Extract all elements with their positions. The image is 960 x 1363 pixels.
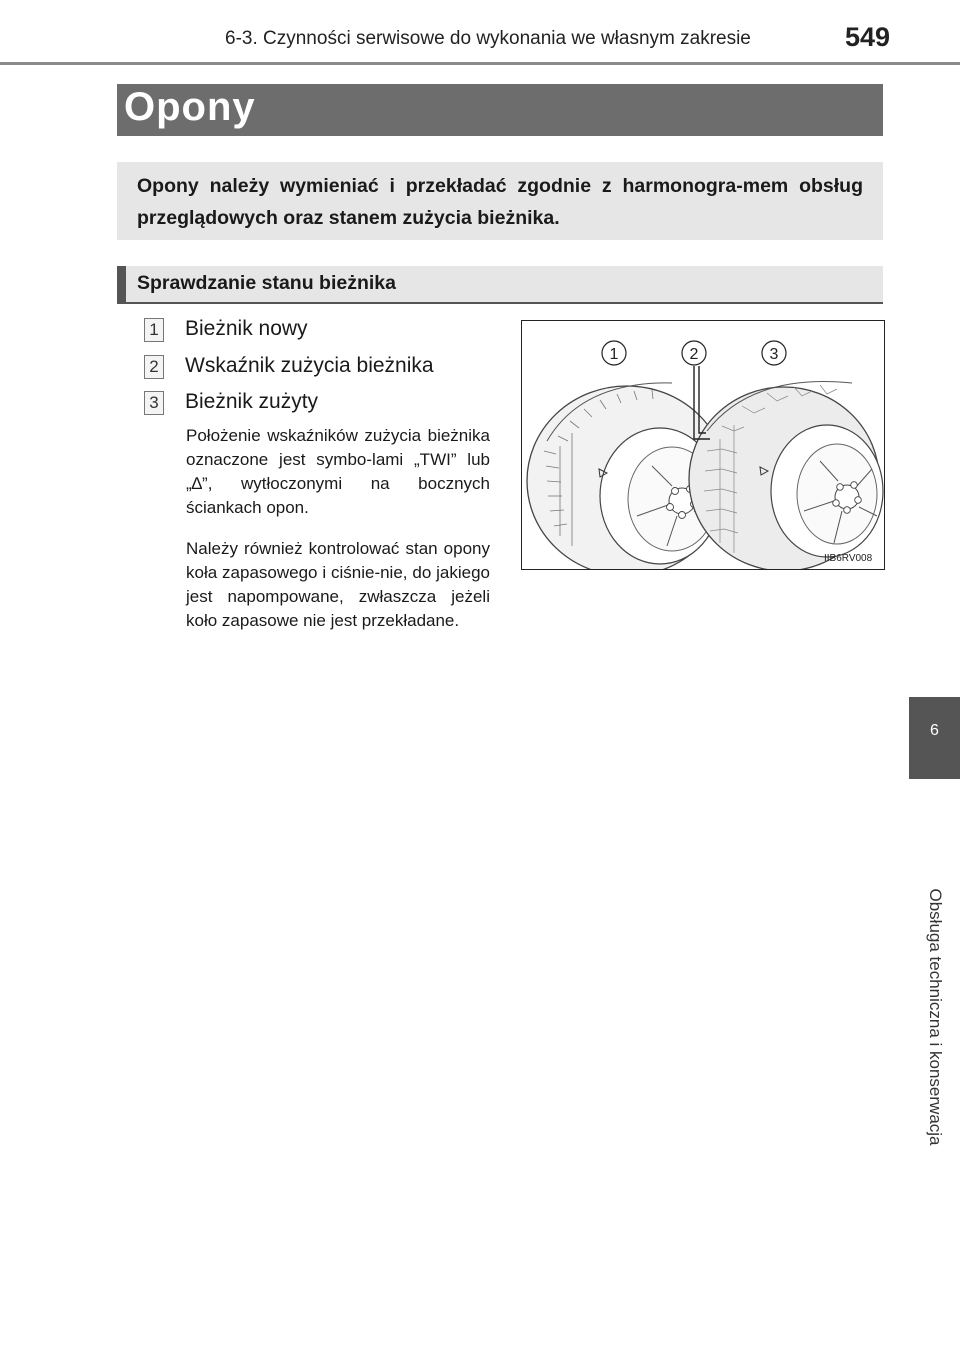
tire-figure: [521, 320, 885, 570]
svg-text:1: 1: [609, 346, 619, 363]
item-number-badge: 2: [144, 355, 164, 379]
item-label: Wskaźnik zużycia bieżnika: [185, 354, 434, 377]
callout-3: [762, 341, 786, 365]
item-label: Bieżnik nowy: [185, 317, 308, 340]
note-paragraph: Położenie wskaźników zużycia bieżnika oznaczone jest symbo-lami „TWI” lub „∆”, wytłoczonymi na bocznych ściankach opon.: [186, 426, 490, 517]
subsection-title: Sprawdzanie stanu bieżnika: [137, 272, 396, 294]
callout-1: [602, 341, 626, 365]
subsection-accent: [117, 266, 126, 302]
callout-2: [682, 341, 706, 365]
side-tab-number: 6: [930, 722, 939, 739]
page-number: 549: [845, 22, 891, 52]
subsection-underline: [117, 302, 883, 304]
svg-text:2: 2: [689, 346, 699, 363]
header-section-title: 6-3. Czynności serwisowe do wykonania we własnym zakresie: [225, 28, 751, 49]
tire-worn-icon: [689, 382, 883, 569]
page-title: Opony: [124, 85, 256, 129]
item-number-badge: 3: [144, 391, 164, 415]
note-paragraph: Należy również kontrolować stan opony koła zapasowego i ciśnie-nie, do jakiego jest napompowane, zwłaszcza jeżeli koło zapasowe nie jest przekładane.: [186, 539, 490, 630]
svg-text:3: 3: [769, 346, 779, 363]
figure-code: IIB6RV008: [824, 553, 873, 564]
item-label: Bieżnik zużyty: [185, 390, 319, 413]
side-tab-label: Obsługa techniczna i konserwacja: [926, 888, 945, 1146]
tire-illustration: [522, 321, 884, 569]
header-rule: [0, 62, 960, 65]
item-number-badge: 1: [144, 318, 164, 342]
intro-text: Opony należy wymieniać i przekładać zgodnie z harmonogra-mem obsług przeglądowych oraz stanem zużycia bieżnika.: [137, 175, 863, 229]
